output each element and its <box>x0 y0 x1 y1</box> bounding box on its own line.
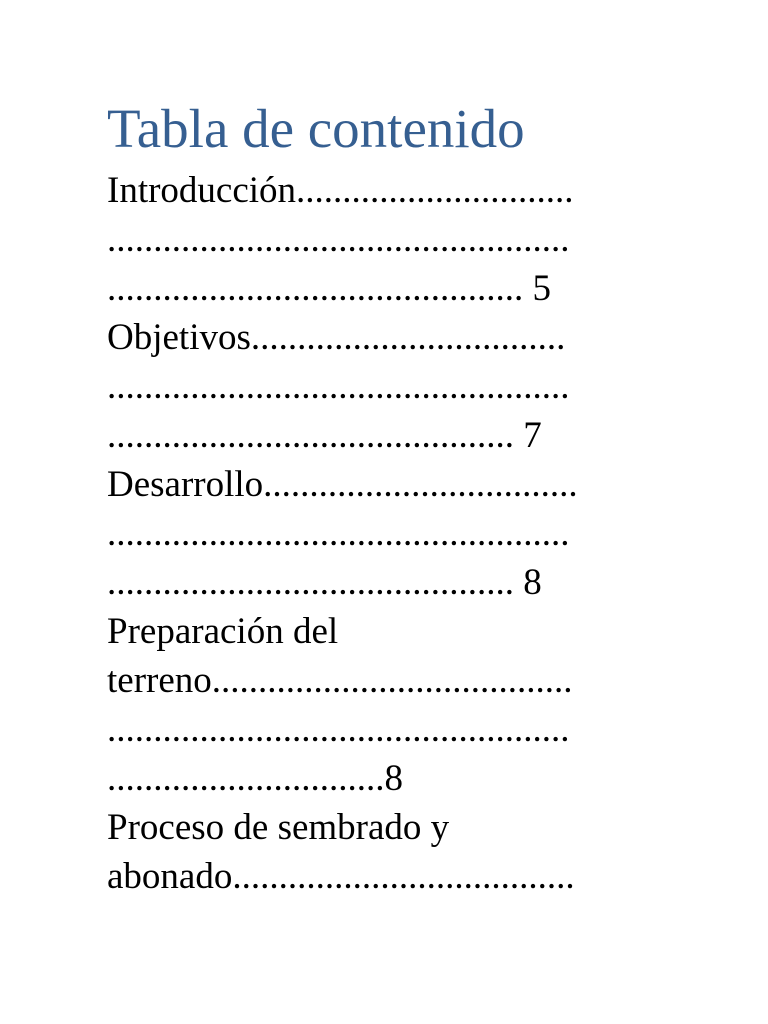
toc-line: Introducción.............................. <box>107 170 574 211</box>
toc-line: Desarrollo.................................. <box>107 464 578 505</box>
toc-line: abonado..................................... <box>107 856 575 897</box>
toc-line: .................................................. <box>107 366 570 407</box>
toc-line: ............................................ 7 <box>107 415 542 456</box>
toc-line: ............................................ 8 <box>107 562 542 603</box>
toc-line: Objetivos.................................. <box>107 317 566 358</box>
toc-line: ............................................. 5 <box>107 268 551 309</box>
toc-line: terreno....................................... <box>107 660 573 701</box>
toc-line: .................................................. <box>107 219 570 260</box>
toc-title: Tabla de contenido <box>107 98 525 159</box>
toc-line: Proceso de sembrado y <box>107 807 450 848</box>
toc-line: ..............................8 <box>107 758 403 799</box>
toc-line: .................................................. <box>107 513 570 554</box>
toc-line: Preparación del <box>107 611 339 652</box>
toc-line: .................................................. <box>107 709 570 750</box>
